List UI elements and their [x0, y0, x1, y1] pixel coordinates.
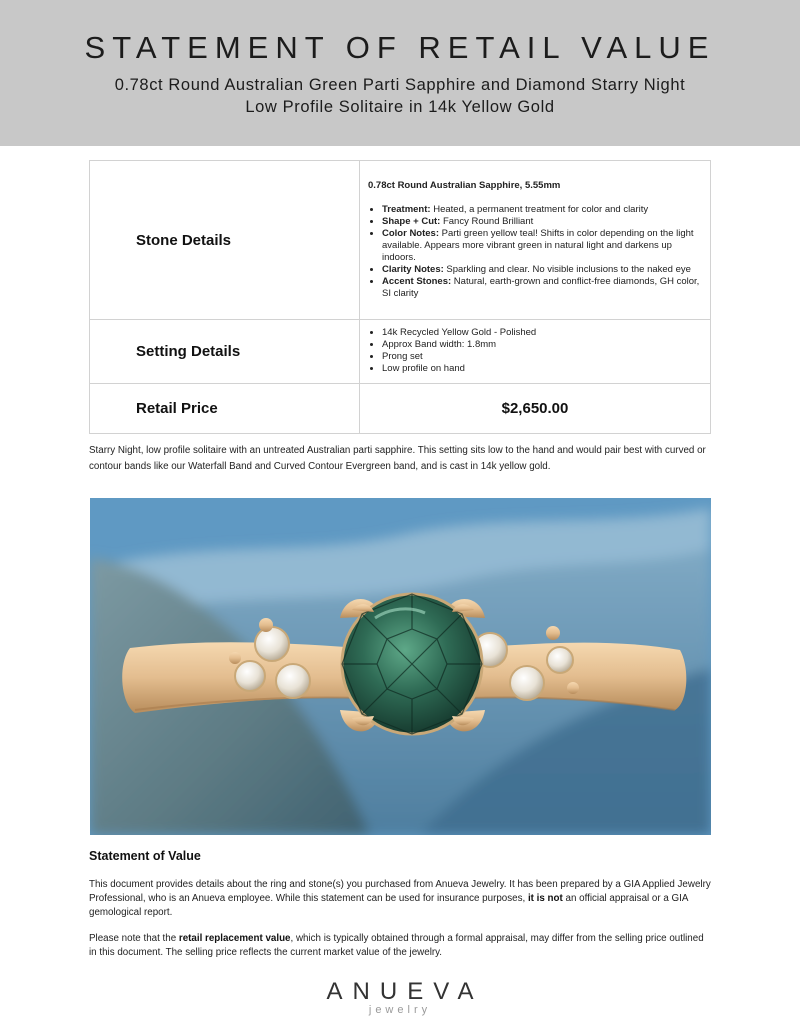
bullet-value: Heated, a permanent treatment for color and clarity — [430, 203, 649, 215]
document-title: STATEMENT OF RETAIL VALUE — [84, 30, 716, 65]
statement-text: , which is typically obtained through a formal appraisal, may differ from the selling price outlined in this document. The selling price reflects the current market value of the jewelry. — [89, 933, 704, 958]
bullet-value: Sparkling and clear. No visible inclusions to the naked eye — [443, 263, 691, 275]
statement-text: This document provides details about the ring and stone(s) you purchased from Anueva Jewelry. It has been prepared by a GIA Applied Jewelry Professional, who is an Anueva employee. While this statement can be used for insurance purposes, — [89, 879, 711, 904]
list-item — [382, 216, 702, 228]
product-description: Starry Night, low profile solitaire with an untreated Australian parti sapphire. This setting sits low to the hand and would pair best with curved or contour bands like our Waterfall Band and Curved Contour Evergreen band, and is cast in 14k yellow gold. — [89, 445, 706, 472]
list-item — [382, 264, 702, 276]
statement-text: Please note that the — [89, 933, 179, 944]
list-item: • Low profile on hand — [382, 363, 702, 375]
statement-paragraph-2 — [89, 932, 711, 960]
ring-photo-illustration — [90, 498, 711, 835]
retail-price-label: Retail Price — [90, 384, 360, 434]
stone-heading: 0.78ct Round Australian Sapphire, 5.55mm — [368, 179, 561, 191]
statement-paragraph-1 — [89, 878, 711, 920]
bullet-value: Natural, earth-grown and conflict-free diamonds, GH color, SI clarity — [382, 275, 700, 299]
bullet-key: Shape + Cut: — [382, 215, 441, 227]
details-table — [89, 160, 711, 434]
stone-details-content — [360, 161, 711, 320]
bullet-key: Clarity Notes: — [382, 263, 444, 275]
list-item — [382, 276, 702, 300]
setting-details-label: Setting Details — [90, 320, 360, 384]
statement-emphasis: retail replacement value — [178, 933, 291, 944]
retail-price-value: $2,650.00 — [360, 384, 711, 434]
list-item — [382, 204, 702, 216]
bullet-key: Accent Stones: — [382, 275, 452, 287]
retail-price-row — [90, 384, 711, 434]
stone-details-list — [368, 204, 702, 300]
anueva-logo — [300, 978, 500, 1016]
list-item: • Approx Band width: 1.8mm — [382, 339, 702, 351]
list-item — [382, 228, 702, 264]
setting-details-list — [368, 327, 702, 375]
setting-details-row — [90, 320, 711, 384]
list-item: • Prong set — [382, 351, 702, 363]
document-subtitle: 0.78ct Round Australian Green Parti Sapphire and Diamond Starry Night Low Profile Solitaire in 14k Yellow Gold — [114, 76, 686, 116]
logo-brand: ANUEVA — [326, 978, 484, 1005]
statement-text: an official appraisal or a GIA gemological report. — [89, 893, 688, 918]
bullet-key: Treatment: — [382, 203, 431, 215]
bullet-value: Fancy Round Brilliant — [440, 215, 534, 227]
setting-details-content — [360, 320, 711, 384]
stone-details-row — [90, 161, 711, 320]
ring-photo — [90, 498, 711, 835]
header-banner — [0, 0, 800, 146]
logo-subtext: jewelry — [368, 1004, 432, 1016]
statement-of-value-heading: Statement of Value — [89, 849, 201, 863]
stone-details-label: Stone Details — [90, 161, 360, 320]
bullet-key: Color Notes: — [382, 227, 439, 239]
statement-emphasis: it is not — [527, 893, 563, 904]
list-item: • 14k Recycled Yellow Gold - Polished — [382, 327, 702, 339]
bullet-value: Parti green yellow teal! Shifts in color depending on the light available. Appears more vibrant green in natural light and darkens up indoors. — [382, 227, 694, 263]
